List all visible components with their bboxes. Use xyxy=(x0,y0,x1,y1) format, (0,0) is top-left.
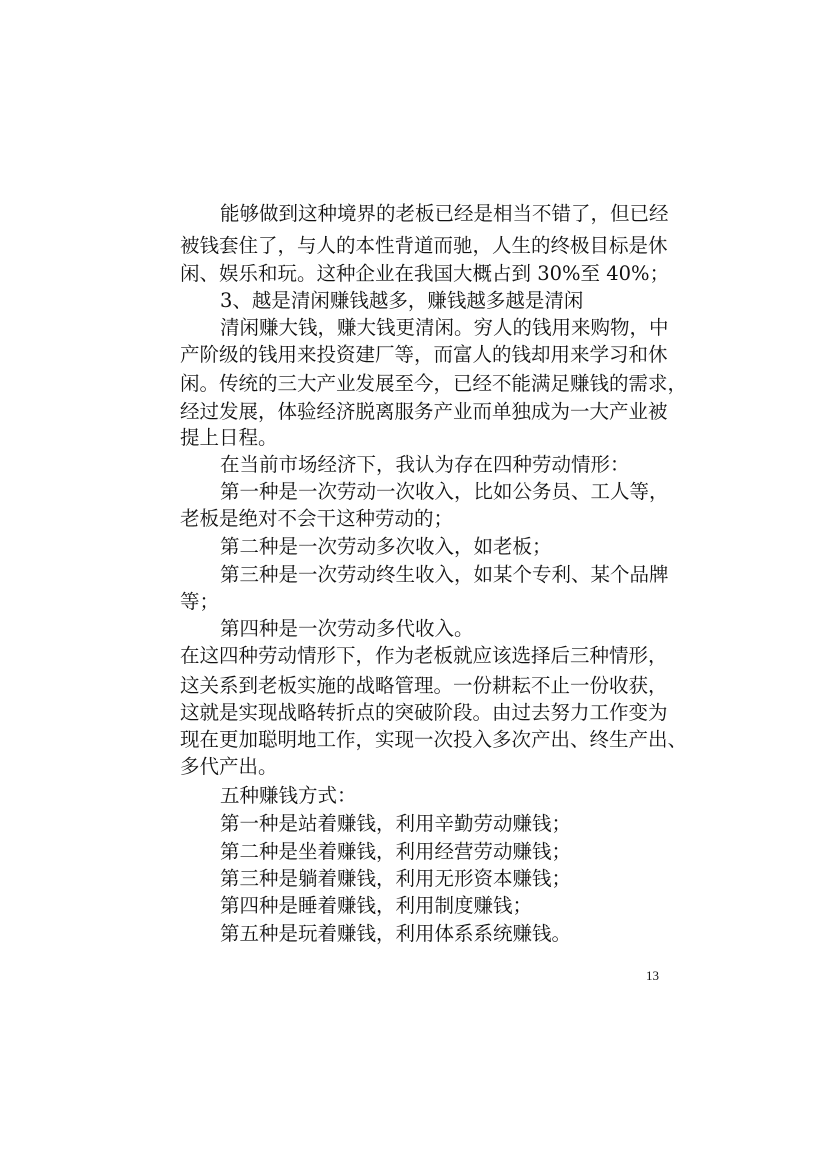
text-line: 产阶级的钱用来投资建厂等，而富人的钱却用来学习和休 xyxy=(180,343,668,366)
list-item: 第三种是躺着赚钱，利用无形资本赚钱； xyxy=(220,867,572,890)
text-line: 等； xyxy=(180,590,220,613)
text-line: 经过发展，体验经济脱离服务产业而单独成为一大产业被 xyxy=(180,400,668,423)
text-line: 被钱套住了，与人的本性背道而驰，人生的终极目标是休 xyxy=(180,234,668,257)
text-line: 这就是实现战略转折点的突破阶段。由过去努力工作变为 xyxy=(180,701,668,724)
text-line: 现在更加聪明地工作，实现一次投入多次产出、终生产出、 xyxy=(180,728,688,751)
list-item: 第三种是一次劳动终生收入，如某个专利、某个品牌 xyxy=(220,563,669,586)
section-heading: 3、越是清闲赚钱越多，赚钱越多越是清闲 xyxy=(220,289,584,312)
text-line: 这关系到老板实施的战略管理。一份耕耘不止一份收获， xyxy=(180,674,668,697)
list-item: 第一种是站着赚钱，利用辛勤劳动赚钱； xyxy=(220,812,572,835)
text-line: 在当前市场经济下，我认为存在四种劳动情形： xyxy=(220,453,630,476)
text-line: 多代产出。 xyxy=(180,755,278,778)
list-item: 第一种是一次劳动一次收入，比如公务员、工人等， xyxy=(220,480,669,503)
text-line: 提上日程。 xyxy=(180,426,278,449)
list-item: 第二种是坐着赚钱，利用经营劳动赚钱； xyxy=(220,840,572,863)
list-item: 第四种是睡着赚钱，利用制度赚钱； xyxy=(220,894,533,917)
page-number: 13 xyxy=(646,968,659,983)
text-line: 闲、娱乐和玩。这种企业在我国大概占到 30%至 40%； xyxy=(180,262,670,285)
text-line: 五种赚钱方式： xyxy=(220,784,357,807)
text-line: 老板是绝对不会干这种劳动的； xyxy=(180,507,454,530)
text-line: 清闲赚大钱，赚大钱更清闲。穷人的钱用来购物，中 xyxy=(220,316,669,339)
list-item: 第四种是一次劳动多代收入。 xyxy=(220,617,474,640)
text-line: 在这四种劳动情形下，作为老板就应该选择后三种情形， xyxy=(180,644,668,667)
list-item: 第二种是一次劳动多次收入，如老板； xyxy=(220,535,552,558)
text-line: 能够做到这种境界的老板已经是相当不错了，但已经 xyxy=(220,202,669,225)
list-item: 第五种是玩着赚钱，利用体系系统赚钱。 xyxy=(220,922,572,945)
text-line: 闲。传统的三大产业发展至今，已经不能满足赚钱的需求， xyxy=(180,372,688,395)
